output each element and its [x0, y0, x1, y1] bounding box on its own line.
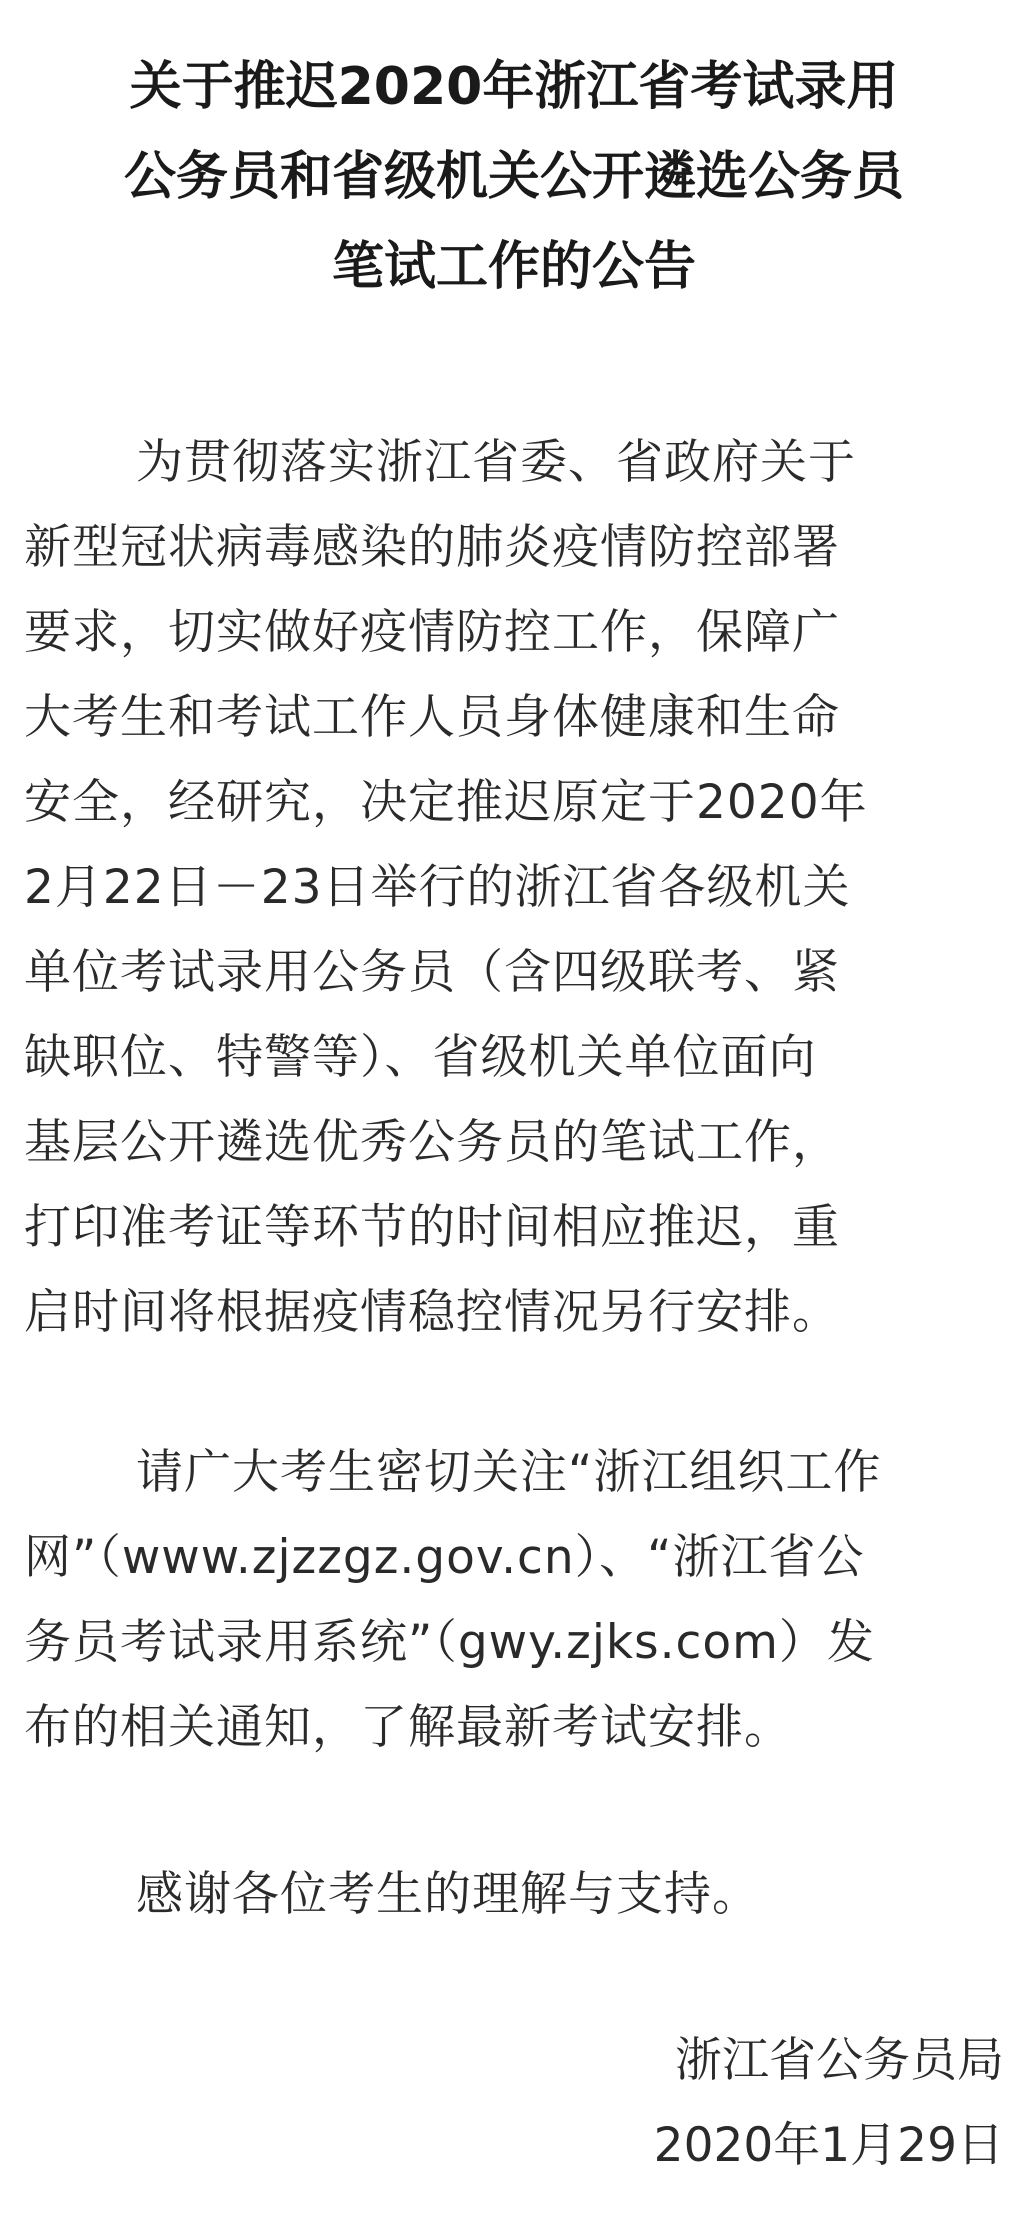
paragraph-line: 单位考试录用公务员（含四级联考、紧: [24, 945, 840, 1000]
paragraph-line: 网”（www.zjzzgz.gov.cn）、“浙江省公: [24, 1530, 865, 1585]
title-line: 笔试工作的公告: [331, 237, 696, 297]
paragraph-line: 大考生和考试工作人员身体健康和生命: [24, 690, 840, 745]
paragraph-line: 务员考试录用系统”（gwy.zjks.com）发: [24, 1615, 875, 1670]
paragraph-line: 安全，经研究，决定推迟原定于2020年: [24, 775, 868, 830]
announcement-title: [0, 42, 1028, 312]
paragraph-line: 请广大考生密切关注“浙江组织工作: [136, 1445, 882, 1500]
paragraph-line: 缺职位、特警等）、省级机关单位面向: [24, 1030, 817, 1085]
paragraph-thanks: [24, 1852, 1006, 1937]
paragraph-line: 2月22日－23日举行的浙江省各级机关: [24, 860, 851, 915]
signature-date: 2020年1月29日: [653, 2118, 1004, 2173]
title-line: 关于推迟2020年浙江省考试录用: [129, 57, 899, 117]
title-line: 公务员和省级机关公开遴选公务员: [123, 147, 904, 207]
paragraph-line: 基层公开遴选优秀公务员的笔试工作，: [24, 1115, 840, 1170]
signature-organization: 浙江省公务员局: [675, 2033, 1004, 2088]
paragraph-line: 布的相关通知，了解最新考试安排。: [24, 1700, 792, 1755]
paragraph-line: 要求，切实做好疫情防控工作，保障广: [24, 605, 840, 660]
paragraph-postponement: [24, 420, 1006, 1355]
paragraph-notice-websites: [24, 1430, 1006, 1770]
paragraph-line: 启时间将根据疫情稳控情况另行安排。: [24, 1285, 840, 1340]
paragraph-line: 打印准考证等环节的时间相应推迟，重: [24, 1200, 840, 1255]
paragraph-line: 新型冠状病毒感染的肺炎疫情防控部署: [24, 520, 840, 575]
paragraph-line: 为贯彻落实浙江省委、省政府关于: [136, 435, 856, 490]
paragraph-line: 感谢各位考生的理解与支持。: [136, 1867, 760, 1922]
